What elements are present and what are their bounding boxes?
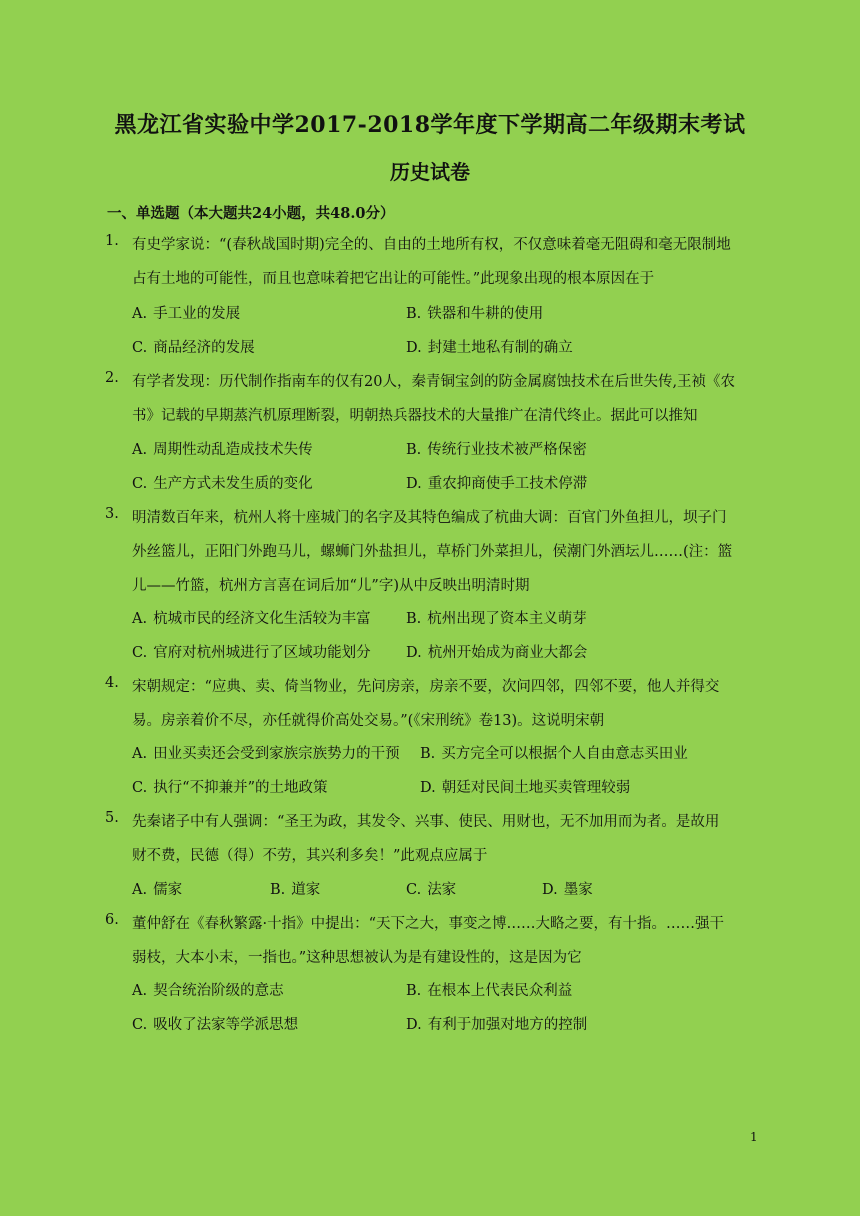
question-text-line: 书》记载的早期蒸汽机原理断裂，明朝热兵器技术的大量推广在清代终止。据此可以推知 [132,408,698,424]
exam-subtitle: 历史试卷 [390,160,470,184]
option-a: A. 儒家 [132,882,183,898]
option-d: D. 朝廷对民间土地买卖管理较弱 [420,780,631,796]
question-text-line: 弱枝，大本小末，一指也。”这种思想被认为是有建设性的，这是因为它 [132,950,582,966]
option-a: A. 杭城市民的经济文化生活较为丰富 [132,611,371,627]
question-number: 2. [105,370,119,386]
question-number: 1. [105,233,119,249]
page-number: 1 [750,1130,758,1144]
question-text-line: 儿——竹篮，杭州方言喜在词后加“儿”字)从中反映出明清时期 [132,578,530,594]
question-text-line: 明清数百年来，杭州人将十座城门的名字及其特色编成了杭曲大调：百官门外鱼担儿，坝子门 [132,510,727,526]
question-text-line: 外丝篮儿，正阳门外跑马儿，螺蛳门外盐担儿，草桥门外菜担儿，侯潮门外酒坛儿……(注：篮 [132,544,733,560]
option-a: A. 周期性动乱造成技术失传 [132,442,313,458]
option-b: B. 杭州出现了资本主义萌芽 [406,611,587,627]
option-c: C. 执行“不抑兼并”的土地政策 [132,780,328,796]
option-c: C. 生产方式未发生质的变化 [132,476,313,492]
question-number: 3. [105,506,119,522]
question-text-line: 先秦诸子中有人强调：“圣王为政，其发令、兴事、使民、用财也，无不加用而为者。是故用 [132,814,720,830]
option-a: A. 田业买卖还会受到家族宗族势力的干预 [132,746,400,762]
option-c: C. 官府对杭州城进行了区域功能划分 [132,645,371,661]
option-b: B. 在根本上代表民众利益 [406,983,573,999]
option-c: C. 吸收了法家等学派思想 [132,1017,299,1033]
question-text-line: 易。房亲着价不尽，亦任就得价高处交易。”(《宋刑统》卷13)。这说明宋朝 [132,713,605,729]
question-number: 4. [105,675,119,691]
question-text-line: 占有土地的可能性，而且也意味着把它出让的可能性。”此现象出现的根本原因在于 [132,271,655,287]
option-d: D. 重农抑商使手工技术停滞 [406,476,588,492]
option-d: D. 封建土地私有制的确立 [406,340,573,356]
exam-title: 黑龙江省实验中学2017-2018学年度下学期高二年级期末考试 [114,112,746,138]
option-b: B. 道家 [270,882,321,898]
option-b: B. 传统行业技术被严格保密 [406,442,587,458]
option-d: D. 杭州开始成为商业大都会 [406,645,588,661]
option-d: D. 有利于加强对地方的控制 [406,1017,588,1033]
option-d: D. 墨家 [542,882,593,898]
option-b: B. 买方完全可以根据个人自由意志买田业 [420,746,688,762]
question-number: 6. [105,912,119,928]
question-text-line: 有史学家说：“(春秋战国时期)完全的、自由的土地所有权，不仅意味着毫无阻碍和毫无限制地 [132,237,731,253]
question-text-line: 宋朝规定：“应典、卖、倚当物业，先问房亲，房亲不要，次问四邻，四邻不要，他人并得交 [132,679,720,695]
section-heading: 一、单选题（本大题共24小题，共48.0分） [107,205,395,222]
option-c: C. 法家 [406,882,457,898]
option-c: C. 商品经济的发展 [132,340,255,356]
question-number: 5. [105,810,119,826]
question-text-line: 财不费，民德（得）不劳，其兴利多矣！”此观点应属于 [132,848,488,864]
question-text-line: 董仲舒在《春秋繁露·十指》中提出：“天下之大，事变之博……大略之要，有十指。……强干 [132,916,725,932]
option-a: A. 契合统治阶级的意志 [132,983,284,999]
option-a: A. 手工业的发展 [132,306,241,322]
option-b: B. 铁器和牛耕的使用 [406,306,544,322]
question-text-line: 有学者发现：历代制作指南车的仅有20人，秦青铜宝剑的防金属腐蚀技术在后世失传,王祯《农 [132,374,736,390]
